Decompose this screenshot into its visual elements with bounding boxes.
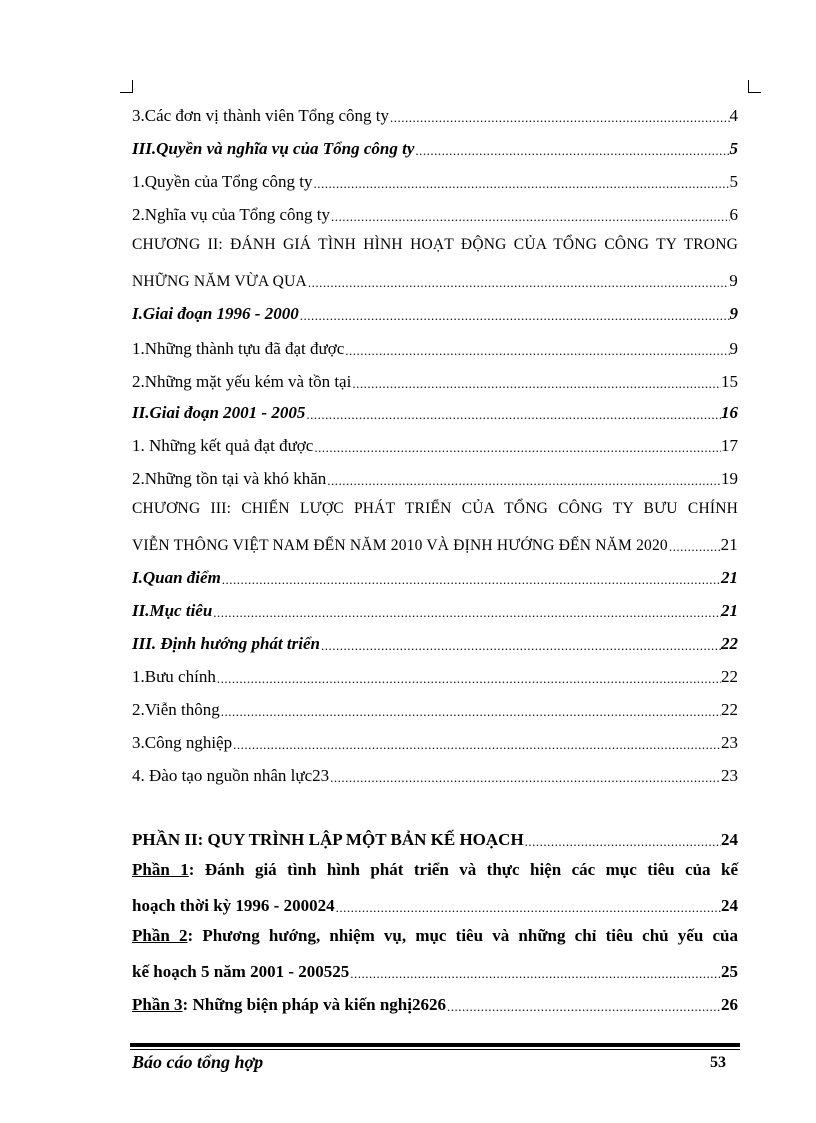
toc-entry[interactable]: [132, 694, 738, 720]
chapter-heading-line: CHƯƠNG III: CHIẾN LƯỢC PHÁT TRIỂN CỦA TỔNG CÔNG TY BƯU CHÍNH: [132, 500, 738, 517]
toc-entry[interactable]: [132, 166, 738, 192]
list-number: 2.: [132, 372, 145, 391]
dot-leader: [305, 407, 721, 423]
part-2-page: 25: [721, 962, 738, 981]
toc-entry[interactable]: [132, 298, 738, 324]
dot-leader: [330, 209, 730, 225]
toc-entry-page: 21: [721, 601, 738, 620]
part-3-title: [132, 995, 446, 1015]
toc-entry[interactable]: [132, 100, 738, 126]
toc-entry[interactable]: [132, 463, 738, 489]
toc-entry-title: I.Quan điểm: [132, 568, 221, 587]
part-2-label: Phần 2: [132, 926, 188, 945]
footer-page-number: 53: [710, 1054, 726, 1071]
toc-entry-title: I.Giai đoạn 1996 - 2000: [132, 304, 299, 323]
toc-entry[interactable]: [132, 430, 738, 456]
toc-entry-title: II.Giai đoạn 2001 - 2005: [132, 403, 306, 422]
toc-entry-page: 22: [721, 634, 738, 653]
dot-leader: [414, 143, 729, 159]
dot-leader: [344, 343, 729, 359]
part-1-text: : Đánh giá tình hình phát triển và thực hiện các mục tiêu của kế: [188, 860, 738, 879]
part-3-label: Phần 3: [132, 995, 183, 1014]
toc-entry-title: 3.Các đơn vị thành viên Tổng công ty: [132, 106, 390, 125]
dot-leader: [446, 999, 721, 1015]
dot-leader: [349, 966, 721, 982]
list-number: 1.: [132, 339, 145, 358]
part-heading[interactable]: [132, 824, 738, 850]
dot-leader: [221, 572, 721, 588]
dot-leader: [329, 770, 721, 786]
part-3-page: 26: [721, 995, 738, 1014]
part-1-label: Phần 1: [132, 860, 189, 879]
toc-entry-title: 4. Đào tạo nguồn nhân lực23: [132, 766, 330, 785]
dot-leader: [220, 704, 721, 720]
toc-entry-page: 15: [721, 372, 738, 391]
toc-entry[interactable]: [132, 199, 738, 225]
toc-entry-title: II.Mục tiêu: [132, 601, 213, 620]
toc-entry-title: 1.Bưu chính: [132, 667, 216, 686]
crop-mark-top-left: [120, 80, 133, 93]
dot-leader: [668, 539, 721, 555]
toc-entry-title: III. Định hướng phát triển: [132, 634, 320, 653]
toc-entry-title: 3.Công nghiệp: [132, 733, 233, 752]
toc-entry[interactable]: [132, 727, 738, 753]
toc-entry[interactable]: [132, 760, 738, 786]
dot-leader: [326, 473, 721, 489]
part-3-text: : Những biện pháp và kiến nghị2626: [182, 995, 446, 1014]
toc-entry[interactable]: [132, 562, 738, 588]
dot-leader: [524, 834, 721, 850]
toc-entry[interactable]: [132, 366, 738, 392]
toc-entry-title: Những thành tựu đã đạt được: [144, 339, 345, 358]
toc-entry[interactable]: [132, 661, 738, 687]
dot-leader: [313, 440, 721, 456]
toc-entry-page: 9: [729, 271, 738, 290]
toc-entry-page: 17: [721, 436, 738, 455]
part-2-line-1[interactable]: [132, 923, 738, 949]
toc-entry-page: 9: [729, 304, 738, 323]
dot-leader: [232, 737, 721, 753]
toc-entry-page: 5: [729, 139, 738, 158]
footer-rule-thick: [130, 1043, 740, 1047]
toc-entry-page: 9: [729, 339, 738, 358]
dot-leader: [216, 671, 721, 687]
toc-entry-page: 6: [729, 205, 738, 224]
part-1-line-1[interactable]: [132, 857, 738, 883]
toc-entry-title: Những mặt yếu kém và tồn tại: [144, 372, 352, 391]
footer-rule-thin: [130, 1049, 740, 1050]
toc-entry-page: 23: [721, 733, 738, 752]
toc-entry-page: 4: [729, 106, 738, 125]
toc-entry-title: NHỮNG NĂM VỪA QUA: [132, 273, 307, 290]
toc-entry-page: 16: [721, 403, 738, 422]
toc-entry-page: 5: [729, 172, 738, 191]
part-1-line-2[interactable]: [132, 890, 738, 916]
dot-leader: [299, 308, 730, 324]
toc-entry[interactable]: [132, 397, 738, 423]
toc-entry[interactable]: [132, 333, 738, 359]
toc-entry-page: 22: [721, 667, 738, 686]
dot-leader: [335, 900, 721, 916]
toc-entry-title: 2.Viễn thông: [132, 700, 220, 719]
crop-mark-top-right: [748, 80, 761, 93]
toc-entry[interactable]: [132, 529, 738, 555]
footer-title: Báo cáo tổng hợp: [132, 1052, 264, 1072]
toc-entry[interactable]: [132, 595, 738, 621]
part-2-line-2[interactable]: [132, 956, 738, 982]
toc-entry-title: 2.Nghĩa vụ của Tổng công ty: [132, 205, 330, 224]
dot-leader: [351, 376, 721, 392]
toc-entry-title: 2.Những tồn tại và khó khăn: [132, 469, 327, 488]
toc-entry[interactable]: [132, 133, 738, 159]
dot-leader: [307, 275, 729, 291]
toc-entry-page: 21: [720, 535, 738, 554]
toc-entry-title: VIỄN THÔNG VIỆT NAM ĐẾN NĂM 2010 VÀ ĐỊNH HƯỚNG ĐẾN NĂM 2020: [132, 537, 668, 554]
part-1-text-cont: hoạch thời kỳ 1996 - 200024: [132, 896, 335, 915]
dot-leader: [313, 176, 730, 192]
part-heading-page: 24: [721, 830, 738, 849]
dot-leader: [389, 110, 729, 126]
toc-entry-page: 21: [721, 568, 738, 587]
dot-leader: [320, 638, 721, 654]
toc-entry[interactable]: [132, 628, 738, 654]
part-1-page: 24: [721, 896, 738, 915]
toc-entry[interactable]: [132, 265, 738, 291]
part-2-text-cont: kế hoạch 5 năm 2001 - 200525: [132, 962, 350, 981]
toc-entry-title: III.Quyền và nghĩa vụ của Tổng công ty: [132, 139, 415, 158]
dot-leader: [212, 605, 721, 621]
toc-entry-title: 1.Quyền của Tổng công ty: [132, 172, 313, 191]
part-2-text: : Phương hướng, nhiệm vụ, mục tiêu và những chỉ tiêu chủ yếu của: [187, 926, 738, 945]
toc-entry-page: 19: [721, 469, 738, 488]
toc-entry-page: 23: [721, 766, 738, 785]
part-heading-title: PHẦN II: QUY TRÌNH LẬP MỘT BẢN KẾ HOẠCH: [132, 830, 524, 849]
toc-entry-page: 22: [721, 700, 738, 719]
toc-entry-title: 1. Những kết quả đạt được: [132, 436, 314, 455]
chapter-heading-line: CHƯƠNG II: ĐÁNH GIÁ TÌNH HÌNH HOẠT ĐỘNG CỦA TỔNG CÔNG TY TRONG: [132, 236, 738, 253]
part-3-line[interactable]: [132, 989, 738, 1015]
